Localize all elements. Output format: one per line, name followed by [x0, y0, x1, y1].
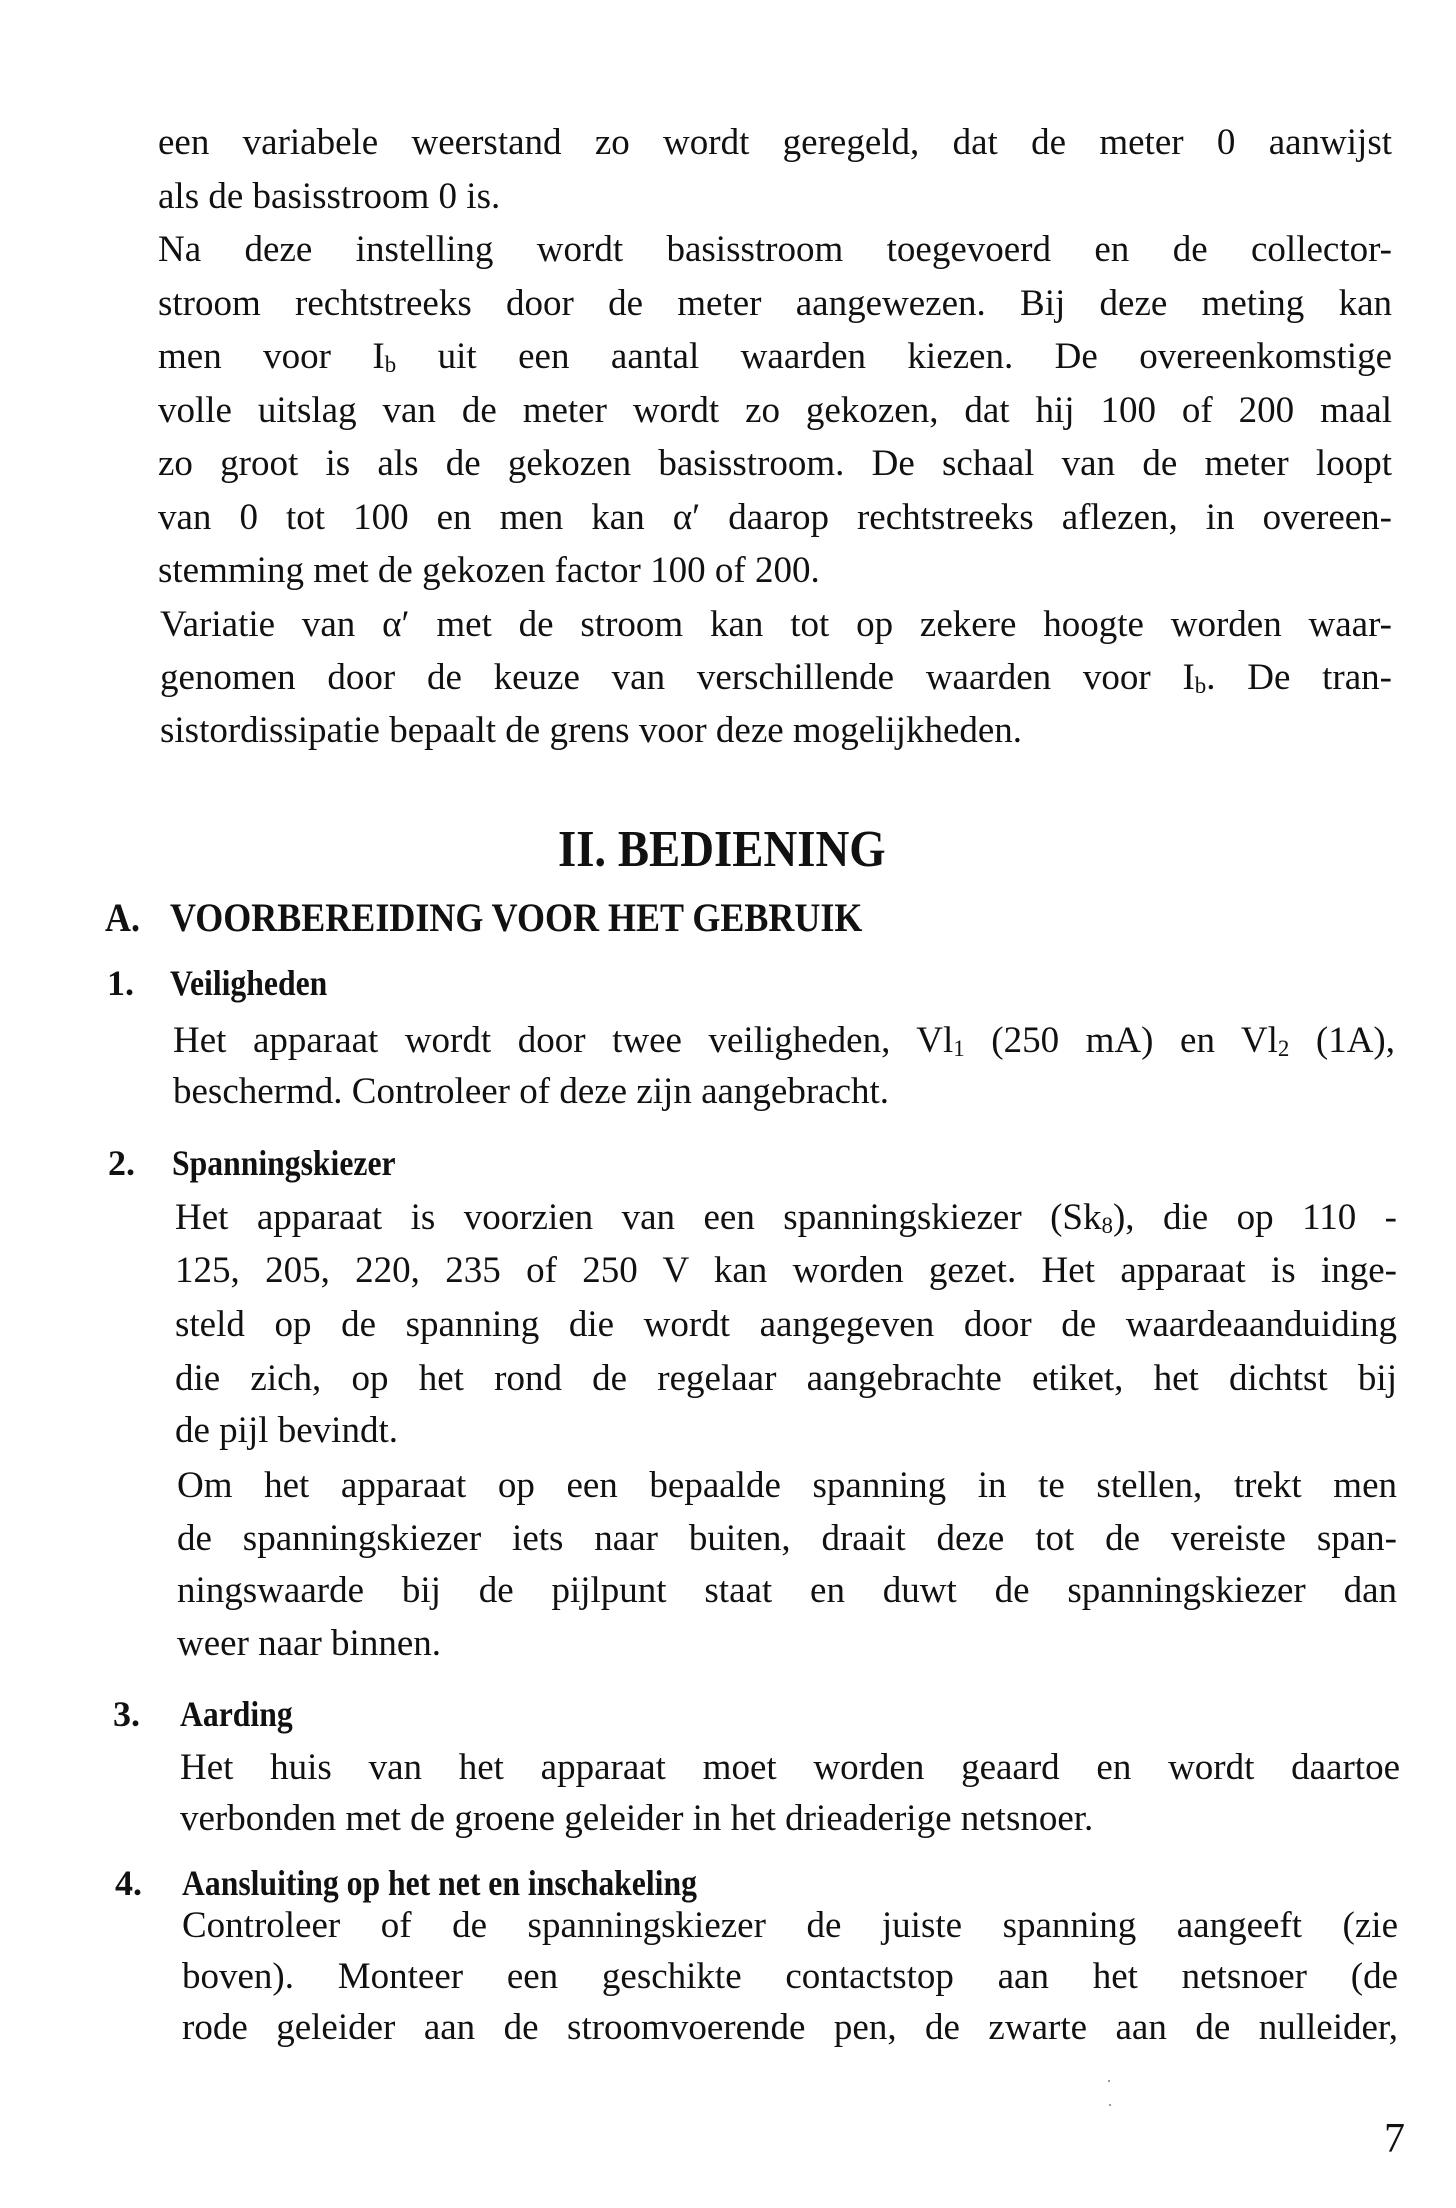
section-title: II. BEDIENING	[558, 821, 886, 878]
body-line: de spanningskiezer iets naar buiten, draait deze tot de vereiste span-	[177, 1520, 1397, 1559]
body-line: verbonden met de groene geleider in het drieaderige netsnoer.	[180, 1798, 1094, 1839]
body-line	[173, 1022, 1395, 1068]
body-line: Om het apparaat op een bepaalde spanning in te stellen, trekt men	[177, 1467, 1397, 1506]
body-text: men voor I	[158, 338, 385, 377]
body-line: een variabele weerstand zo wordt geregeld, dat de meter 0 aanwijst	[158, 124, 1392, 163]
item-title: Aansluiting op het net en inschakeling	[182, 1863, 697, 1903]
body-text: Het apparaat wordt door twee veiligheden, Vl	[173, 1022, 954, 1061]
body-line: beschermd. Controleer of deze zijn aangebracht.	[173, 1071, 890, 1112]
body-line: weer naar binnen.	[177, 1623, 442, 1664]
body-text: genomen door de keuze van verschillende waarden voor I	[160, 659, 1195, 698]
body-text: Het apparaat is voorzien van een spanningskiezer (Sk	[175, 1199, 1102, 1238]
body-line: Na deze instelling wordt basisstroom toegevoerd en de collector-	[158, 231, 1392, 270]
subscript: b	[384, 352, 397, 378]
subscript: 8	[1101, 1213, 1113, 1239]
body-text: (1A),	[1289, 1022, 1395, 1061]
body-line: stroom rechtstreeks door de meter aangewezen. Bij deze meting kan	[158, 285, 1392, 324]
item-number: 1.	[107, 963, 134, 1003]
body-line: rode geleider aan de stroomvoerende pen, de zwarte aan de nulleider,	[182, 2009, 1398, 2048]
body-line: volle uitslag van de meter wordt zo gekozen, dat hij 100 of 200 maal	[158, 392, 1392, 431]
body-line	[158, 338, 1392, 384]
item-title: Veiligheden	[170, 963, 328, 1003]
body-line	[160, 659, 1392, 705]
body-line: stemming met de gekozen factor 100 of 200.	[158, 550, 820, 591]
body-text: . De tran-	[1206, 659, 1392, 698]
body-line: die zich, op het rond de regelaar aangebrachte etiket, het dichtst bij	[175, 1360, 1397, 1399]
body-line: Het huis van het apparaat moet worden geaard en wordt daartoe	[180, 1749, 1400, 1788]
body-line: de pijl bevindt.	[175, 1410, 398, 1451]
subsection-title: VOORBEREIDING VOOR HET GEBRUIK	[170, 895, 863, 940]
item-title: Spanningskiezer	[172, 1143, 396, 1183]
item-number: 2.	[108, 1143, 135, 1183]
body-text: (250 mA) en Vl	[964, 1022, 1278, 1061]
item-number: 3.	[113, 1694, 140, 1734]
body-text: ), die op 110 -	[1112, 1199, 1397, 1238]
body-line: steld op de spanning die wordt aangegeven door de waardeaanduiding	[175, 1306, 1397, 1345]
item-number: 4.	[115, 1863, 142, 1903]
body-line: van 0 tot 100 en men kan α′ daarop rechtstreeks aflezen, in overeen-	[158, 499, 1392, 538]
body-text: uit een aantal waarden kiezen. De overeenkomstige	[396, 338, 1392, 377]
body-line: zo groot is als de gekozen basisstroom. De schaal van de meter loopt	[158, 445, 1392, 484]
page-number: 7	[1384, 2116, 1405, 2162]
body-line: Variatie van α′ met de stroom kan tot op zekere hoogte worden waar-	[160, 606, 1392, 645]
scan-speck	[1109, 2104, 1111, 2106]
body-line: ningswaarde bij de pijlpunt staat en duwt de spanningskiezer dan	[177, 1572, 1397, 1611]
scan-speck	[1108, 2080, 1110, 2082]
item-title: Aarding	[180, 1694, 293, 1734]
body-line	[175, 1199, 1397, 1245]
subscript: 2	[1277, 1036, 1290, 1062]
body-line: boven). Monteer een geschikte contactstop aan het netsnoer (de	[182, 1958, 1398, 1997]
body-line: als de basisstroom 0 is.	[158, 176, 501, 217]
subscript: 1	[953, 1036, 965, 1062]
body-line: sistordissipatie bepaalt de grens voor deze mogelijkheden.	[160, 710, 1023, 751]
subsection-letter: A.	[105, 895, 141, 940]
body-line: Controleer of de spanningskiezer de juiste spanning aangeeft (zie	[182, 1907, 1398, 1946]
body-line: 125, 205, 220, 235 of 250 V kan worden gezet. Het apparaat is inge-	[175, 1252, 1397, 1291]
subscript: b	[1194, 673, 1207, 699]
